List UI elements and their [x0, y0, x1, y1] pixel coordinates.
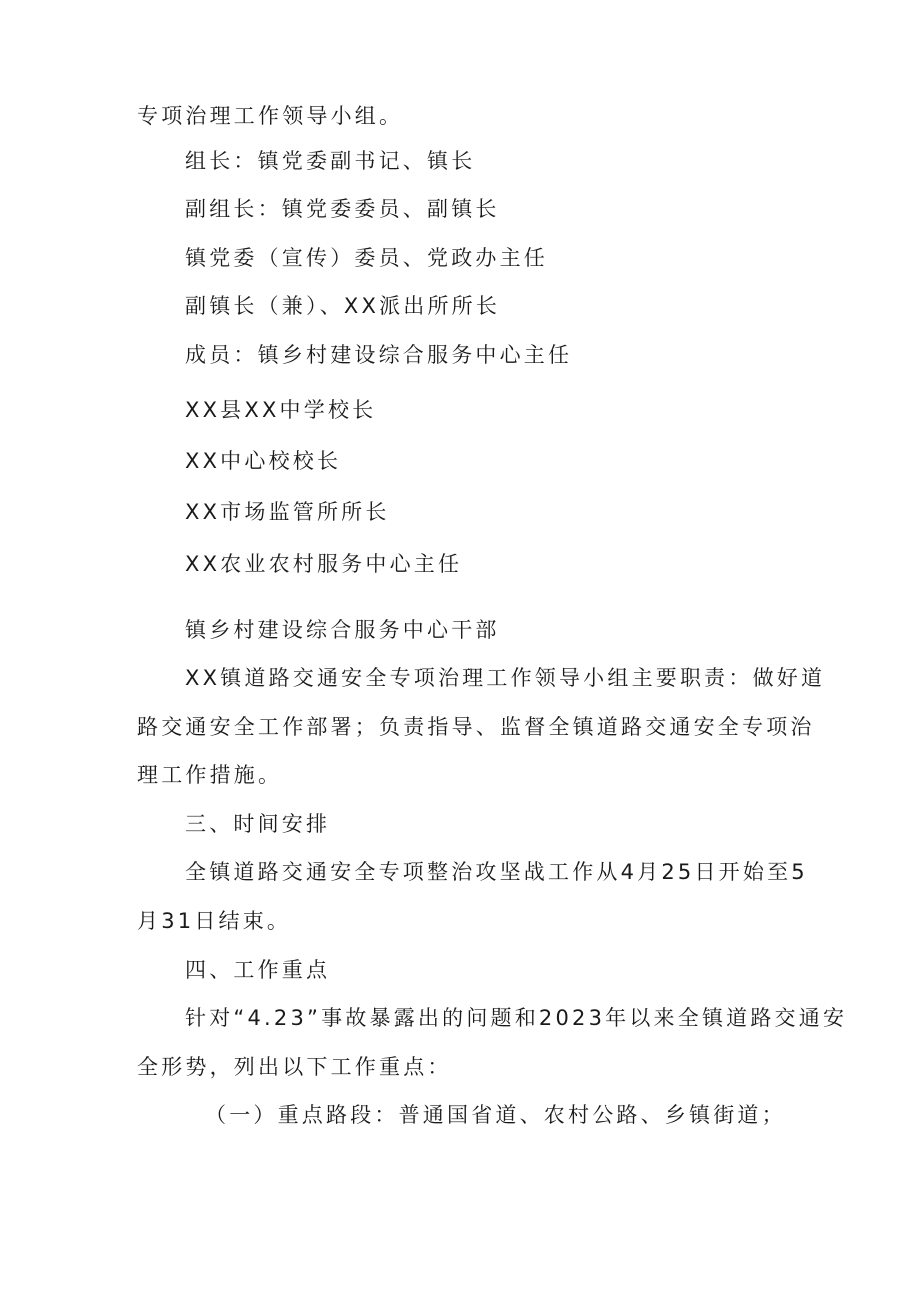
text-line-members: 成员：镇乡村建设综合服务中心主任	[185, 343, 573, 367]
section-heading-schedule: 三、时间安排	[185, 812, 331, 836]
text-line-member-school: XX县XX中学校长	[185, 398, 377, 422]
text-line-duties-3: 理工作措施。	[137, 763, 283, 787]
text-line-duties-2: 路交通安全工作部署；负责指导、监督全镇道路交通安全专项治	[137, 715, 815, 739]
text-line-group-name: 专项治理工作领导小组。	[137, 104, 404, 128]
text-line-member-market: XX市场监管所所长	[185, 500, 390, 524]
text-line-priorities-2: 全形势，列出以下工作重点：	[137, 1055, 452, 1079]
text-line-member-cadre: 镇乡村建设综合服务中心干部	[185, 618, 500, 642]
text-line-member-agriculture: XX农业农村服务中心主任	[185, 552, 463, 576]
text-line-schedule-2: 月31日结束。	[137, 909, 292, 933]
text-line-deputy-leader-2: 镇党委（宣传）委员、党政办主任	[185, 246, 548, 270]
text-line-deputy-leader: 副组长：镇党委委员、副镇长	[185, 197, 500, 221]
text-line-schedule-1: 全镇道路交通安全专项整治攻坚战工作从4月25日开始至5	[185, 860, 808, 884]
text-line-team-leader: 组长：镇党委副书记、镇长	[185, 149, 476, 173]
text-line-member-center-school: XX中心校校长	[185, 449, 342, 473]
text-line-duties-1: XX镇道路交通安全专项治理工作领导小组主要职责：做好道	[185, 666, 826, 690]
section-heading-priorities: 四、工作重点	[185, 958, 331, 982]
list-item-key-roads: （一）重点路段：普通国省道、农村公路、乡镇街道；	[205, 1103, 786, 1127]
text-line-priorities-1: 针对“4.23”事故暴露出的问题和2023年以来全镇道路交通安	[185, 1006, 848, 1030]
text-line-deputy-leader-3: 副镇长（兼）、XX派出所所长	[185, 294, 501, 318]
